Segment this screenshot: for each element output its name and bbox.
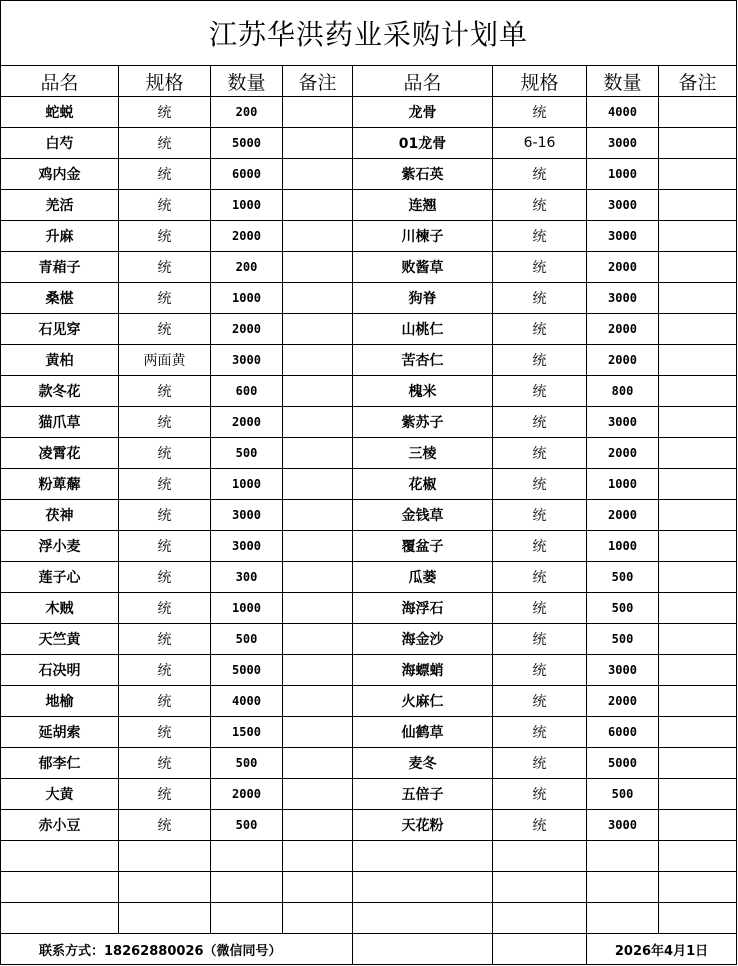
right-spec-cell: 统 xyxy=(493,748,587,779)
left-qty-cell: 4000 xyxy=(211,686,283,717)
left-name-cell: 赤小豆 xyxy=(1,810,119,841)
left-name-cell xyxy=(1,841,119,872)
right-note-cell xyxy=(659,221,737,252)
right-spec-cell: 统 xyxy=(493,97,587,128)
left-spec-cell: 统 xyxy=(119,407,211,438)
right-spec-cell: 6-16 xyxy=(493,128,587,159)
right-note-cell xyxy=(659,500,737,531)
table-row xyxy=(1,872,737,903)
table-row xyxy=(1,469,737,500)
left-name-cell: 蛇蜕 xyxy=(1,97,119,128)
left-spec-cell: 统 xyxy=(119,531,211,562)
right-note-cell xyxy=(659,283,737,314)
table-row xyxy=(1,128,737,159)
left-qty-cell: 2000 xyxy=(211,779,283,810)
left-qty-cell: 2000 xyxy=(211,221,283,252)
header-name-left: 品名 xyxy=(1,66,119,97)
right-name-cell: 龙骨 xyxy=(353,97,493,128)
left-note-cell xyxy=(283,376,353,407)
left-name-cell xyxy=(1,872,119,903)
right-spec-cell: 统 xyxy=(493,438,587,469)
right-qty-cell: 500 xyxy=(587,624,659,655)
left-qty-cell: 6000 xyxy=(211,159,283,190)
header-qty-right: 数量 xyxy=(587,66,659,97)
left-note-cell xyxy=(283,686,353,717)
right-note-cell xyxy=(659,624,737,655)
right-qty-cell: 2000 xyxy=(587,314,659,345)
left-note-cell xyxy=(283,469,353,500)
left-name-cell: 桑椹 xyxy=(1,283,119,314)
right-spec-cell: 统 xyxy=(493,624,587,655)
left-name-cell: 延胡索 xyxy=(1,717,119,748)
right-note-cell xyxy=(659,376,737,407)
header-note-left: 备注 xyxy=(283,66,353,97)
plan-date: 2026年4月1日 xyxy=(587,934,737,965)
right-name-cell: 覆盆子 xyxy=(353,531,493,562)
header-note-right: 备注 xyxy=(659,66,737,97)
left-spec-cell: 统 xyxy=(119,593,211,624)
right-qty-cell: 800 xyxy=(587,376,659,407)
right-spec-cell: 统 xyxy=(493,190,587,221)
left-qty-cell: 200 xyxy=(211,97,283,128)
header-qty-left: 数量 xyxy=(211,66,283,97)
right-spec-cell: 统 xyxy=(493,655,587,686)
left-name-cell: 郁李仁 xyxy=(1,748,119,779)
right-note-cell xyxy=(659,469,737,500)
left-qty-cell: 3000 xyxy=(211,345,283,376)
right-qty-cell: 2000 xyxy=(587,438,659,469)
left-note-cell xyxy=(283,779,353,810)
left-qty-cell: 1000 xyxy=(211,283,283,314)
right-spec-cell: 统 xyxy=(493,252,587,283)
right-note-cell xyxy=(659,128,737,159)
page-title: 江苏华洪药业采购计划单 xyxy=(1,1,737,66)
right-note-cell xyxy=(659,655,737,686)
right-name-cell: 苦杏仁 xyxy=(353,345,493,376)
left-qty-cell: 5000 xyxy=(211,128,283,159)
table-row xyxy=(1,717,737,748)
left-qty-cell: 500 xyxy=(211,748,283,779)
left-qty-cell: 3000 xyxy=(211,500,283,531)
right-spec-cell: 统 xyxy=(493,314,587,345)
left-name-cell: 款冬花 xyxy=(1,376,119,407)
table-row xyxy=(1,159,737,190)
left-qty-cell: 1000 xyxy=(211,190,283,221)
header-name-right: 品名 xyxy=(353,66,493,97)
right-qty-cell: 3000 xyxy=(587,655,659,686)
right-qty-cell: 500 xyxy=(587,593,659,624)
right-name-cell: 五倍子 xyxy=(353,779,493,810)
left-note-cell xyxy=(283,159,353,190)
right-qty-cell: 3000 xyxy=(587,407,659,438)
left-spec-cell: 统 xyxy=(119,128,211,159)
left-note-cell xyxy=(283,283,353,314)
table-row xyxy=(1,593,737,624)
left-spec-cell: 统 xyxy=(119,252,211,283)
right-name-cell: 紫石英 xyxy=(353,159,493,190)
right-spec-cell: 统 xyxy=(493,686,587,717)
left-note-cell xyxy=(283,97,353,128)
right-note-cell xyxy=(659,159,737,190)
left-note-cell xyxy=(283,593,353,624)
right-name-cell: 麦冬 xyxy=(353,748,493,779)
right-qty-cell: 5000 xyxy=(587,748,659,779)
left-qty-cell xyxy=(211,903,283,934)
left-spec-cell: 统 xyxy=(119,97,211,128)
left-name-cell: 羌活 xyxy=(1,190,119,221)
left-name-cell: 升麻 xyxy=(1,221,119,252)
right-spec-cell: 统 xyxy=(493,159,587,190)
left-qty-cell: 3000 xyxy=(211,531,283,562)
header-spec-right: 规格 xyxy=(493,66,587,97)
left-qty-cell xyxy=(211,872,283,903)
table-row xyxy=(1,314,737,345)
left-spec-cell: 统 xyxy=(119,500,211,531)
table-row xyxy=(1,624,737,655)
right-name-cell: 川楝子 xyxy=(353,221,493,252)
left-qty-cell: 1500 xyxy=(211,717,283,748)
left-note-cell xyxy=(283,655,353,686)
right-name-cell: 山桃仁 xyxy=(353,314,493,345)
left-name-cell: 青葙子 xyxy=(1,252,119,283)
right-name-cell: 紫苏子 xyxy=(353,407,493,438)
left-note-cell xyxy=(283,438,353,469)
right-qty-cell: 1000 xyxy=(587,159,659,190)
left-spec-cell: 统 xyxy=(119,438,211,469)
right-qty-cell: 3000 xyxy=(587,810,659,841)
left-note-cell xyxy=(283,221,353,252)
right-name-cell: 01龙骨 xyxy=(353,128,493,159)
left-qty-cell: 500 xyxy=(211,438,283,469)
table-body xyxy=(1,97,737,934)
left-qty-cell: 600 xyxy=(211,376,283,407)
left-note-cell xyxy=(283,903,353,934)
left-note-cell xyxy=(283,562,353,593)
right-name-cell: 狗脊 xyxy=(353,283,493,314)
right-name-cell: 海金沙 xyxy=(353,624,493,655)
left-name-cell: 粉萆薢 xyxy=(1,469,119,500)
right-note-cell xyxy=(659,314,737,345)
right-spec-cell: 统 xyxy=(493,810,587,841)
right-name-cell: 火麻仁 xyxy=(353,686,493,717)
footer-empty-cell xyxy=(493,934,587,965)
right-spec-cell: 统 xyxy=(493,345,587,376)
right-note-cell xyxy=(659,345,737,376)
table-row xyxy=(1,748,737,779)
left-spec-cell: 统 xyxy=(119,810,211,841)
right-note-cell xyxy=(659,407,737,438)
right-spec-cell: 统 xyxy=(493,407,587,438)
right-name-cell: 槐米 xyxy=(353,376,493,407)
right-note-cell xyxy=(659,841,737,872)
right-qty-cell: 1000 xyxy=(587,469,659,500)
left-note-cell xyxy=(283,841,353,872)
table-row xyxy=(1,500,737,531)
right-qty-cell: 2000 xyxy=(587,252,659,283)
left-name-cell: 地榆 xyxy=(1,686,119,717)
right-qty-cell xyxy=(587,841,659,872)
right-qty-cell: 6000 xyxy=(587,717,659,748)
left-note-cell xyxy=(283,531,353,562)
right-note-cell xyxy=(659,810,737,841)
left-spec-cell xyxy=(119,841,211,872)
right-note-cell xyxy=(659,903,737,934)
right-note-cell xyxy=(659,686,737,717)
right-note-cell xyxy=(659,190,737,221)
header-spec-left: 规格 xyxy=(119,66,211,97)
left-name-cell xyxy=(1,903,119,934)
left-note-cell xyxy=(283,252,353,283)
table-row xyxy=(1,903,737,934)
left-spec-cell xyxy=(119,872,211,903)
left-qty-cell xyxy=(211,841,283,872)
right-name-cell: 海螵蛸 xyxy=(353,655,493,686)
left-spec-cell: 统 xyxy=(119,159,211,190)
contact-info: 联系方式：18262880026（微信同号） xyxy=(1,934,353,965)
right-spec-cell: 统 xyxy=(493,562,587,593)
table-row xyxy=(1,562,737,593)
right-name-cell xyxy=(353,841,493,872)
left-note-cell xyxy=(283,872,353,903)
right-name-cell: 花椒 xyxy=(353,469,493,500)
left-note-cell xyxy=(283,810,353,841)
right-name-cell: 三棱 xyxy=(353,438,493,469)
left-note-cell xyxy=(283,500,353,531)
right-qty-cell xyxy=(587,872,659,903)
left-spec-cell xyxy=(119,903,211,934)
right-name-cell xyxy=(353,903,493,934)
right-qty-cell: 2000 xyxy=(587,345,659,376)
table-row xyxy=(1,438,737,469)
left-note-cell xyxy=(283,624,353,655)
left-spec-cell: 统 xyxy=(119,469,211,500)
left-name-cell: 石决明 xyxy=(1,655,119,686)
left-qty-cell: 200 xyxy=(211,252,283,283)
right-name-cell: 败酱草 xyxy=(353,252,493,283)
right-note-cell xyxy=(659,438,737,469)
left-name-cell: 大黄 xyxy=(1,779,119,810)
right-name-cell: 海浮石 xyxy=(353,593,493,624)
right-qty-cell xyxy=(587,903,659,934)
right-qty-cell: 500 xyxy=(587,779,659,810)
left-qty-cell: 1000 xyxy=(211,469,283,500)
table-row xyxy=(1,810,737,841)
right-name-cell: 仙鹤草 xyxy=(353,717,493,748)
left-name-cell: 凌霄花 xyxy=(1,438,119,469)
table-row xyxy=(1,97,737,128)
right-qty-cell: 2000 xyxy=(587,686,659,717)
left-qty-cell: 500 xyxy=(211,624,283,655)
table-row xyxy=(1,252,737,283)
left-name-cell: 木贼 xyxy=(1,593,119,624)
right-note-cell xyxy=(659,252,737,283)
left-spec-cell: 统 xyxy=(119,314,211,345)
left-name-cell: 莲子心 xyxy=(1,562,119,593)
left-qty-cell: 500 xyxy=(211,810,283,841)
left-note-cell xyxy=(283,128,353,159)
left-spec-cell: 统 xyxy=(119,624,211,655)
right-name-cell: 天花粉 xyxy=(353,810,493,841)
right-name-cell: 连翘 xyxy=(353,190,493,221)
left-qty-cell: 5000 xyxy=(211,655,283,686)
left-qty-cell: 2000 xyxy=(211,407,283,438)
right-spec-cell: 统 xyxy=(493,593,587,624)
right-spec-cell xyxy=(493,872,587,903)
left-spec-cell: 两面黄 xyxy=(119,345,211,376)
left-name-cell: 猫爪草 xyxy=(1,407,119,438)
left-spec-cell: 统 xyxy=(119,376,211,407)
table-row xyxy=(1,407,737,438)
left-name-cell: 鸡内金 xyxy=(1,159,119,190)
right-spec-cell xyxy=(493,841,587,872)
table-row xyxy=(1,221,737,252)
right-name-cell xyxy=(353,872,493,903)
left-name-cell: 天竺黄 xyxy=(1,624,119,655)
left-name-cell: 黄柏 xyxy=(1,345,119,376)
right-spec-cell xyxy=(493,903,587,934)
left-spec-cell: 统 xyxy=(119,283,211,314)
table-row xyxy=(1,531,737,562)
table-row xyxy=(1,655,737,686)
table-row xyxy=(1,841,737,872)
left-name-cell: 浮小麦 xyxy=(1,531,119,562)
left-note-cell xyxy=(283,345,353,376)
right-note-cell xyxy=(659,562,737,593)
right-qty-cell: 1000 xyxy=(587,531,659,562)
right-qty-cell: 3000 xyxy=(587,283,659,314)
right-qty-cell: 3000 xyxy=(587,128,659,159)
left-spec-cell: 统 xyxy=(119,655,211,686)
right-note-cell xyxy=(659,593,737,624)
left-spec-cell: 统 xyxy=(119,190,211,221)
left-note-cell xyxy=(283,717,353,748)
left-name-cell: 茯神 xyxy=(1,500,119,531)
left-note-cell xyxy=(283,190,353,221)
right-note-cell xyxy=(659,779,737,810)
table-row xyxy=(1,376,737,407)
right-note-cell xyxy=(659,748,737,779)
right-spec-cell: 统 xyxy=(493,469,587,500)
left-qty-cell: 2000 xyxy=(211,314,283,345)
table-row xyxy=(1,345,737,376)
right-note-cell xyxy=(659,717,737,748)
left-note-cell xyxy=(283,748,353,779)
right-name-cell: 金钱草 xyxy=(353,500,493,531)
left-spec-cell: 统 xyxy=(119,562,211,593)
table-row xyxy=(1,779,737,810)
right-spec-cell: 统 xyxy=(493,283,587,314)
right-spec-cell: 统 xyxy=(493,221,587,252)
right-spec-cell: 统 xyxy=(493,376,587,407)
left-spec-cell: 统 xyxy=(119,748,211,779)
right-qty-cell: 500 xyxy=(587,562,659,593)
right-note-cell xyxy=(659,531,737,562)
left-qty-cell: 300 xyxy=(211,562,283,593)
right-note-cell xyxy=(659,872,737,903)
right-spec-cell: 统 xyxy=(493,717,587,748)
table-row xyxy=(1,190,737,221)
left-name-cell: 白芍 xyxy=(1,128,119,159)
left-spec-cell: 统 xyxy=(119,221,211,252)
right-qty-cell: 3000 xyxy=(587,221,659,252)
left-name-cell: 石见穿 xyxy=(1,314,119,345)
right-qty-cell: 4000 xyxy=(587,97,659,128)
right-qty-cell: 2000 xyxy=(587,500,659,531)
right-note-cell xyxy=(659,97,737,128)
left-spec-cell: 统 xyxy=(119,686,211,717)
left-spec-cell: 统 xyxy=(119,717,211,748)
right-qty-cell: 3000 xyxy=(587,190,659,221)
right-spec-cell: 统 xyxy=(493,500,587,531)
table-row xyxy=(1,686,737,717)
right-name-cell: 瓜蒌 xyxy=(353,562,493,593)
left-note-cell xyxy=(283,314,353,345)
right-spec-cell: 统 xyxy=(493,779,587,810)
left-spec-cell: 统 xyxy=(119,779,211,810)
left-qty-cell: 1000 xyxy=(211,593,283,624)
right-spec-cell: 统 xyxy=(493,531,587,562)
table-row xyxy=(1,283,737,314)
footer-empty-cell xyxy=(353,934,493,965)
left-note-cell xyxy=(283,407,353,438)
